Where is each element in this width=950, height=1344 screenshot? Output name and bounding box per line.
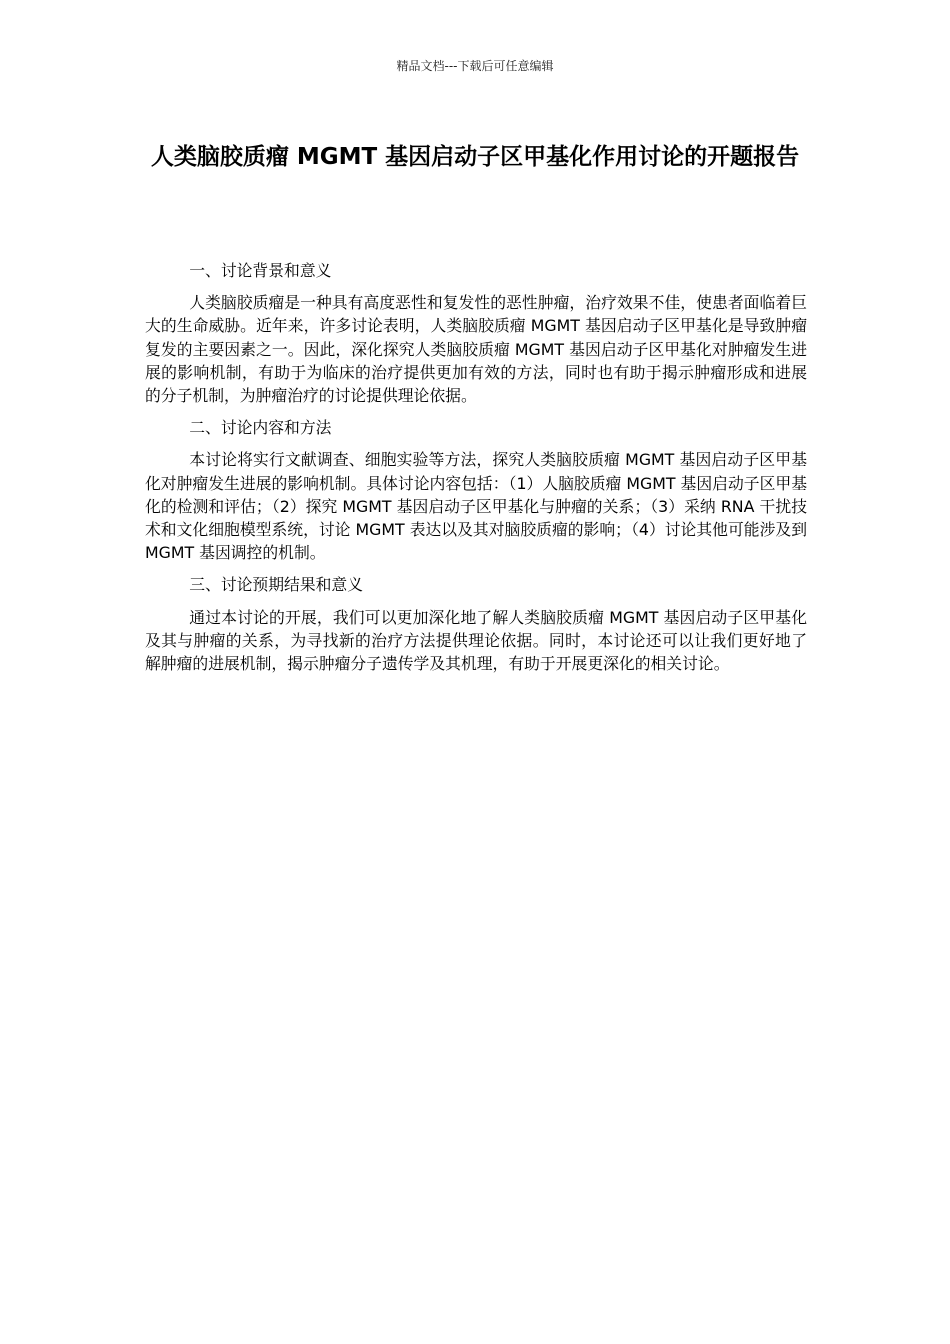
section-heading-expected-results: 三、讨论预期结果和意义 [189, 575, 364, 595]
section-paragraph-expected-results: 通过本讨论的开展，我们可以更加深化地了解人类脑胶质瘤 MGMT 基因启动子区甲基化及其与肿瘤的关系，为寻找新的治疗方法提供理论依据。同时，本讨论还可以让我们更好地了解肿瘤的进展机制，揭示肿瘤分子遗传学及其机理，有助于开展更深化的相关讨论。 [145, 607, 807, 674]
section-paragraph-methods: 本讨论将实行文献调查、细胞实验等方法，探究人类脑胶质瘤 MGMT 基因启动子区甲基化对肿瘤发生进展的影响机制。具体讨论内容包括：（1）人脑胶质瘤 MGMT 基因启动子区甲基化的检测和评估；（2）探究 MGMT 基因启动子区甲基化与肿瘤的关系；（3）采纳 RNA 干扰技术和文化细胞模型系统，讨论 MGMT 表达以及其对脑胶质瘤的影响；（4）讨论其他可能涉及到 MGMT 基因调控的机制。 [145, 450, 807, 563]
document-title: 人类脑胶质瘤 MGMT 基因启动子区甲基化作用讨论的开题报告 [150, 144, 800, 170]
section-heading-methods: 二、讨论内容和方法 [189, 418, 332, 438]
section-paragraph-background: 人类脑胶质瘤是一种具有高度恶性和复发性的恶性肿瘤，治疗效果不佳，使患者面临着巨大的生命威胁。近年来，许多讨论表明，人类脑胶质瘤 MGMT 基因启动子区甲基化是导致肿瘤复发的主要因素之一。因此，深化探究人类脑胶质瘤 MGMT 基因启动子区甲基化对肿瘤发生进展的影响机制，有助于为临床的治疗提供更加有效的方法，同时也有助于揭示肿瘤形成和进展的分子机制，为肿瘤治疗的讨论提供理论依据。 [145, 293, 807, 406]
section-heading-background: 一、讨论背景和意义 [189, 261, 332, 280]
header-note: 精品文档---下载后可任意编辑 [396, 59, 554, 73]
document-body [145, 259, 807, 684]
